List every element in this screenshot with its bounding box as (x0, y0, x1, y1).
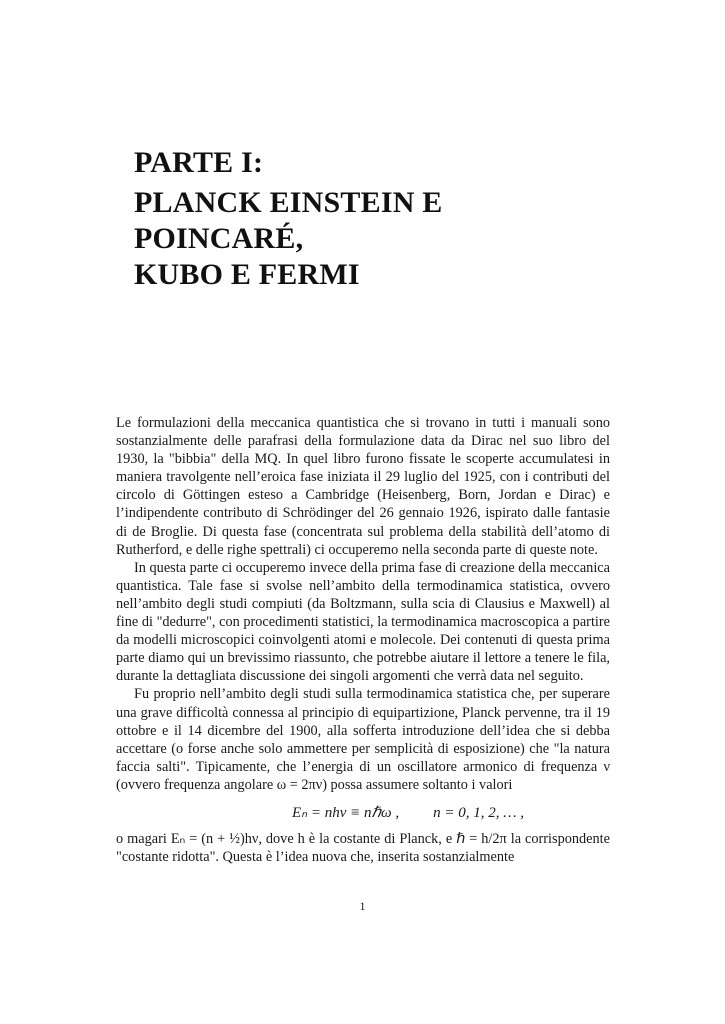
paragraph-3: Fu proprio nell’ambito degli studi sulla termodinamica statistica che, per superare una grave difficoltà connessa al principio di equipartizione, Planck pervenne, tra il 19 ottobre e il 14 dicembre del 1900, alla sofferta introduzione dell’idea che si debba accettare (o forse anche solo ammettere per semplicità di esposizione) che "la natura faccia salti". Tipicamente, che l’energia di un oscillatore armonico di frequenza ν (ovvero frequenza angolare ω = 2πν) possa assumere soltanto i valori (116, 686, 610, 793)
body-text (116, 414, 610, 866)
part-title (134, 145, 604, 293)
part-title-line-1: PARTE I: (134, 146, 264, 179)
equation-right: n = 0, 1, 2, … , (433, 804, 525, 821)
part-title-line-2: PLANCK EINSTEIN E POINCARÉ, (134, 186, 443, 255)
part-title-line-3: KUBO E FERMI (134, 258, 360, 291)
equation (116, 804, 610, 822)
paragraph-2: In questa parte ci occuperemo invece della prima fase di creazione della meccanica quantistica. Tale fase si svolse nell’ambito della termodinamica statistica, ovvero nell’ambito degli studi compiuti (da Boltzmann, sulla scia di Clausius e Maxwell) al fine di "dedurre", con procedimenti statistici, la termodinamica macroscopica a partire da modelli microscopici coinvolgenti atomi e molecole. Dei contenuti di questa prima parte diamo qui un brevissimo riassunto, che potrebbe aiutare il lettore a tenere le fila, durante la dettagliata discussione dei singoli argomenti che verrà data nel seguito. (116, 559, 610, 685)
paragraph-1: Le formulazioni della meccanica quantistica che si trovano in tutti i manuali sono sostanzialmente delle parafrasi della formulazione data da Dirac nel suo libro del 1930, la "bibbia" della MQ. In quel libro furono fissate le scoperte accumulatesi in maniera travolgente nell’eroica fase iniziata il 29 luglio del 1925, con i contributi del circolo di Göttingen esteso a Cambridge (Heisenberg, Born, Jordan e Dirac) e l’indipendente contributo di Schrödinger del 26 gennaio 1926, ispirato dalle fantasie di de Broglie. Di questa fase (concentrata sul problema della stabilità dell’atomo di Rutherford, e delle righe spettrali) ci occuperemo nella seconda parte di queste note. (116, 415, 610, 558)
paragraph-4: o magari Eₙ = (n + ½)hν, dove h è la costante di Planck, e ℏ = h/2π la corrispondente "costante ridotta". Questa è l’idea nuova che, inserita sostanzialmente (116, 831, 610, 866)
equation-left: Eₙ = nhν ≡ nℏω , (291, 804, 400, 821)
page-number: 1 (359, 899, 366, 913)
